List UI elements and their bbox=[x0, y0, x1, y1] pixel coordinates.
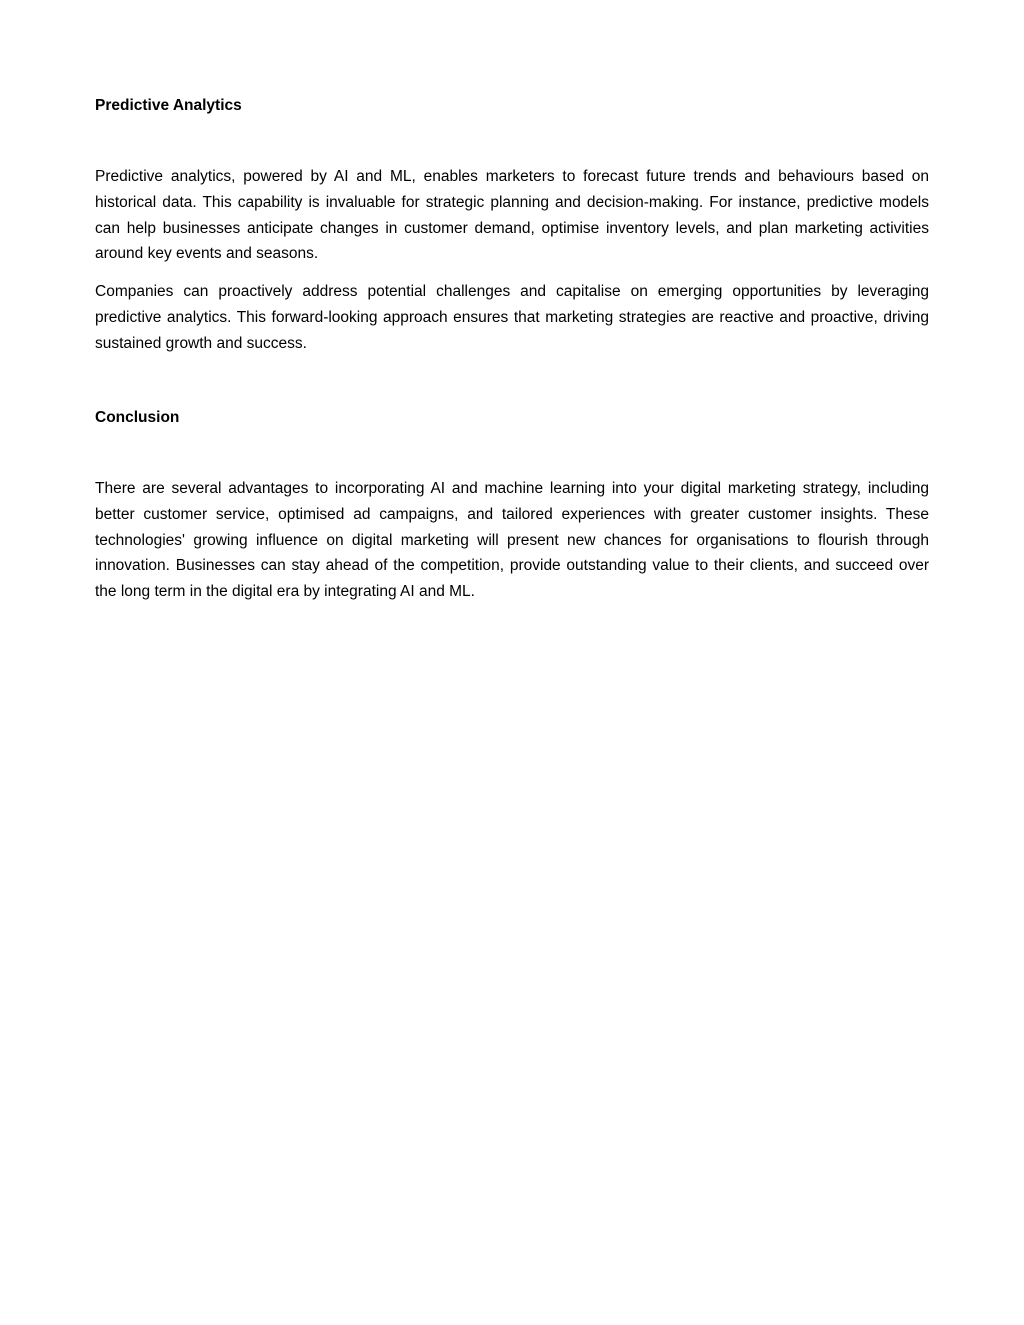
section-heading-predictive-analytics: Predictive Analytics bbox=[95, 97, 242, 114]
paragraph-predictive-analytics-2: Companies can proactively address potential challenges and capitalise on emerging opportunities by leveraging predictive analytics. This forward-looking approach ensures that marketing strategies are reactive and proactive, driving sustained growth and success. bbox=[95, 283, 929, 352]
section-heading-conclusion: Conclusion bbox=[95, 409, 180, 426]
paragraph-predictive-analytics-1: Predictive analytics, powered by AI and ML, enables marketers to forecast future trends and behaviours based on historical data. This capability is invaluable for strategic planning and decision-making. For instance, predictive models can help businesses anticipate changes in customer demand, optimise inventory levels, and plan marketing activities around key events and seasons. bbox=[95, 168, 929, 263]
paragraph-conclusion: There are several advantages to incorporating AI and machine learning into your digital marketing strategy, including better customer service, optimised ad campaigns, and tailored experiences with greater customer insights. These technologies' growing influence on digital marketing will present new chances for organisations to flourish through innovation. Businesses can stay ahead of the competition, provide outstanding value to their clients, and succeed over the long term in the digital era by integrating AI and ML. bbox=[95, 480, 929, 601]
